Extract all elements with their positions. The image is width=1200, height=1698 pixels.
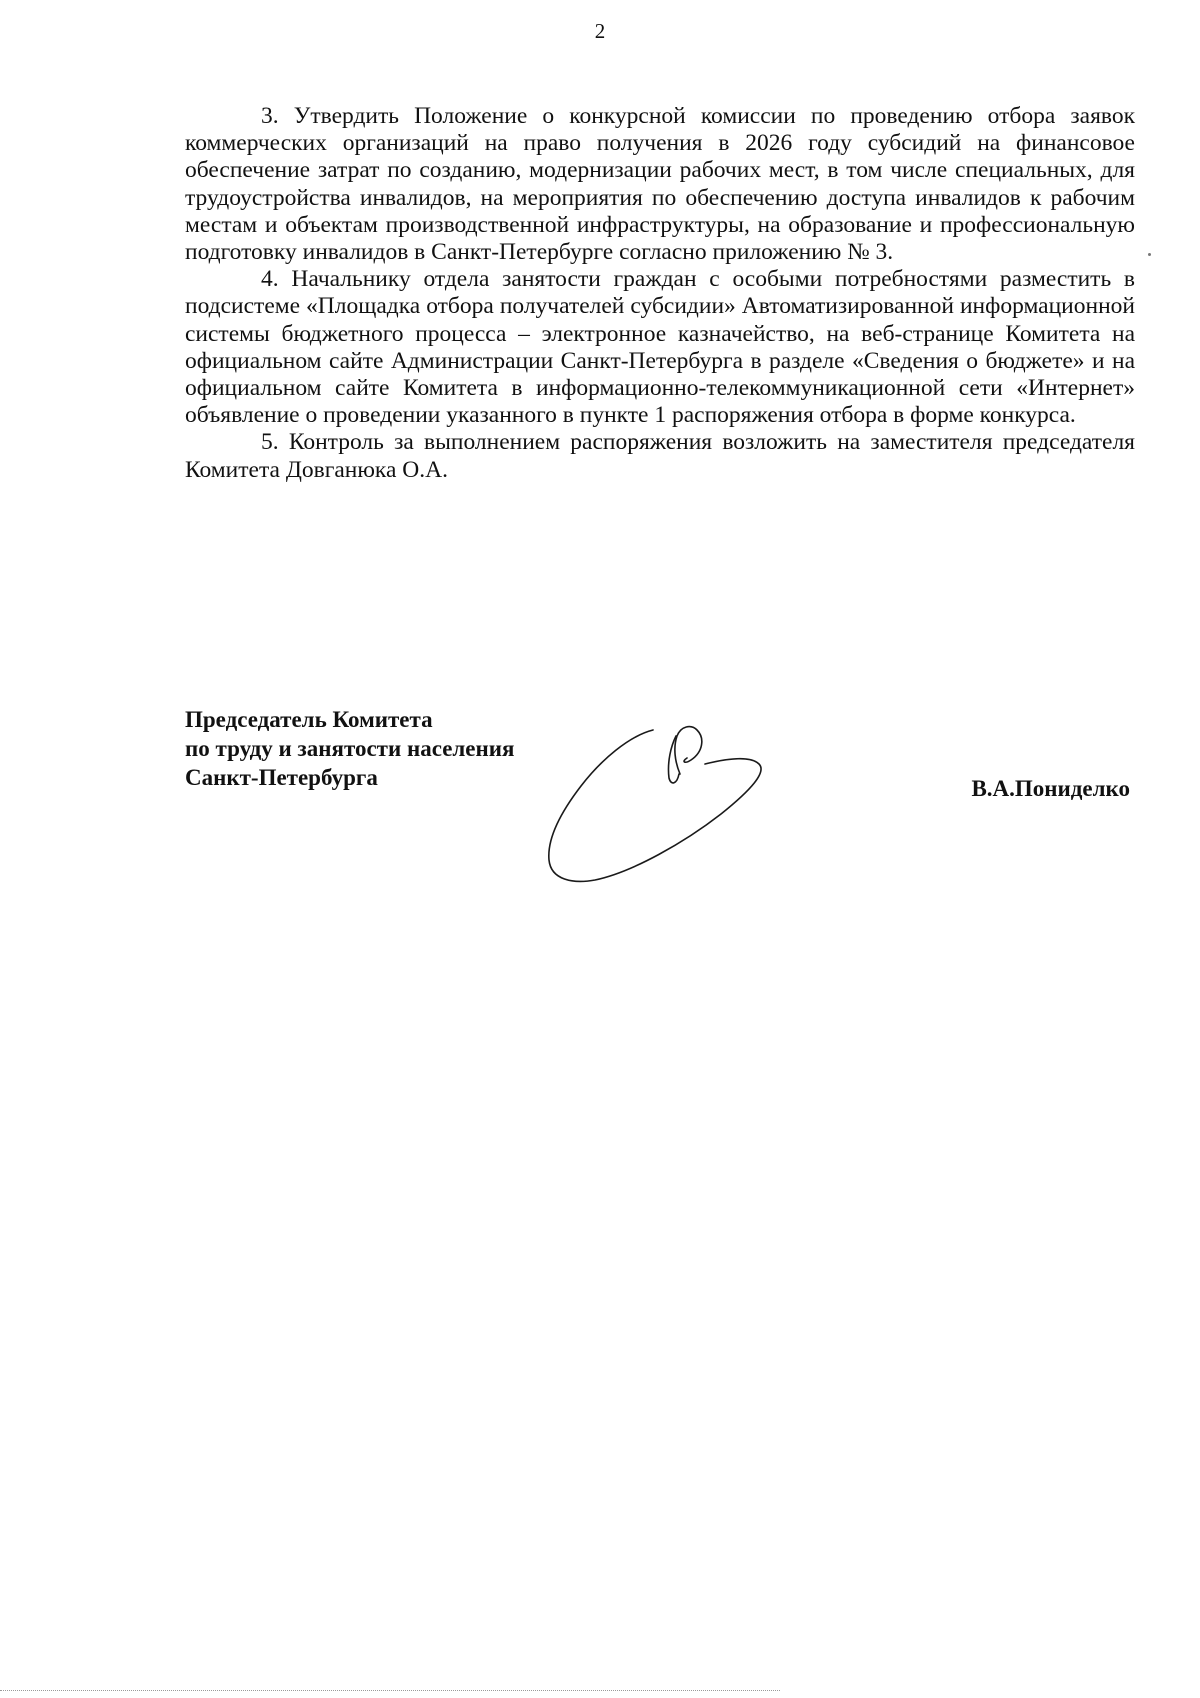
paragraph-5: 5. Контроль за выполнением распоряжения возложить на заместителя председателя Комитета Довганюка О.А.	[185, 429, 1135, 483]
margin-mark	[1148, 253, 1151, 256]
signer-title-line: по труду и занятости населения	[185, 736, 515, 761]
signer-title-line: Председатель Комитета	[185, 707, 433, 732]
document-body	[185, 103, 1135, 484]
signer-title	[185, 705, 605, 792]
scan-edge-artifact	[0, 1690, 780, 1691]
signature-block	[185, 705, 1135, 885]
page-number: 2	[594, 19, 606, 43]
handwritten-signature	[545, 722, 785, 887]
signer-name: В.А.Пониделко	[971, 776, 1130, 801]
signer-title-line: Санкт-Петербурга	[185, 765, 378, 790]
paragraph-4: 4. Начальнику отдела занятости граждан с особыми потребностями разместить в подсистеме «Площадка отбора получателей субсидии» Автоматизированной информационной системы бюджетного процесса – электронное казначейство, на веб-странице Комитета на официальном сайте Администрации Санкт-Петербурга в разделе «Сведения о бюджете» и на официальном сайте Комитета в информационно-телекоммуникационной сети «Интернет» объявление о проведении указанного в пункте 1 распоряжения отбора в форме конкурса.	[185, 266, 1135, 429]
paragraph-3: 3. Утвердить Положение о конкурсной комиссии по проведению отбора заявок коммерческих организаций на право получения в 2026 году субсидий на финансовое обеспечение затрат по созданию, модернизации рабочих мест, в том числе специальных, для трудоустройства инвалидов, на мероприятия по обеспечению доступа инвалидов к рабочим местам и объектам производственной инфраструктуры, на образование и профессиональную подготовку инвалидов в Санкт-Петербурге согласно приложению № 3.	[185, 103, 1135, 266]
